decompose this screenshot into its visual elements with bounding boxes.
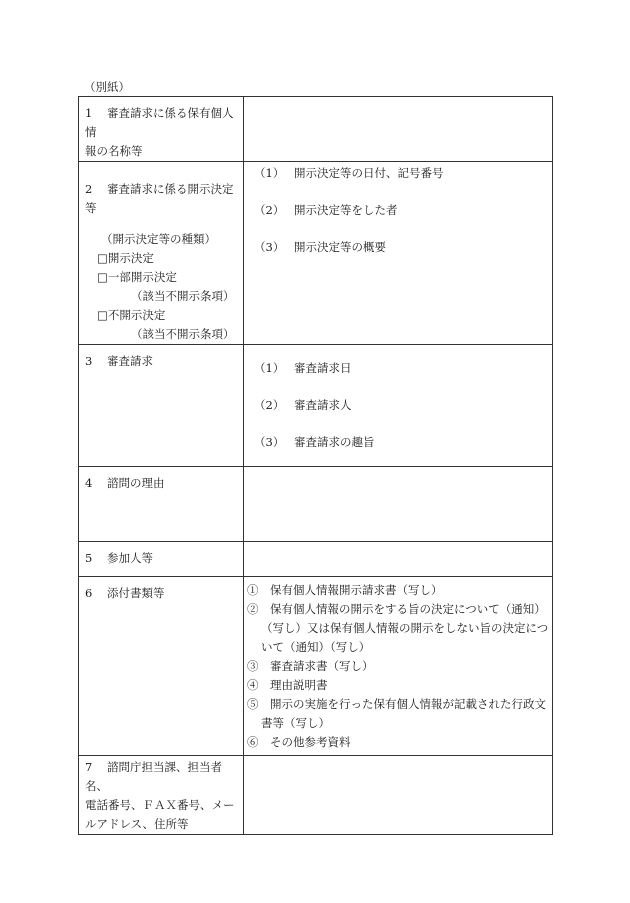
page-label: （別紙） [84,80,130,94]
row6-title: 添付書類等 [107,586,165,600]
option-partial-disclose: □一部開示決定 [97,270,177,284]
attachment-2-line2: （写し）又は保有個人情報の開示をしない旨の決定につ [261,621,549,635]
attachment-2-line3: いて（通知）（写し） [261,640,371,654]
row5-content-cell [244,542,553,577]
row2-content-cell [244,162,553,345]
list-item: （3） 審査請求の趣旨 [254,435,375,449]
row1-label-cell [79,97,244,162]
list-item: ③ 審査請求書（写し） [247,659,374,673]
row2-title: 審査請求に係る開示決定等 [85,182,234,215]
row7-content-cell [244,756,553,835]
attachment-list [244,577,552,752]
row6-content-cell [244,577,553,756]
row7-label-cell [79,756,244,835]
list-item: （3） 開示決定等の概要 [254,240,386,254]
list-item: （2） 審査請求人 [254,398,352,412]
list-item: ⑤ 開示の実施を行った保有個人情報が記載された行政文 [247,697,546,711]
row3-content-cell [244,345,553,467]
list-item: ② 保有個人情報の開示をする旨の決定について（通知） [247,602,546,616]
row1-title-line1: 審査請求に係る保有個人情 [85,106,234,139]
row5-title: 参加人等 [107,551,153,565]
row1-content-cell [244,97,553,162]
table-row [79,577,553,756]
table-row [79,756,553,835]
option-disclose: □開示決定 [97,251,154,265]
form-table [78,96,553,835]
list-item: （2） 開示決定等をした者 [254,203,398,217]
row4-label-cell [79,467,244,542]
table-row [79,542,553,577]
row4-title: 諮問の理由 [107,476,165,490]
option-nondisclose-clause: （該当不開示条項） [131,327,235,341]
row5-label-cell [79,542,244,577]
list-item: （1） 審査請求日 [254,361,352,375]
list-item: ⑥ その他参考資料 [247,735,351,749]
list-item: （1） 開示決定等の日付、記号番号 [254,166,444,180]
option-nondisclose: □不開示決定 [97,308,166,322]
row7-title-line3: ルアドレス、住所等 [85,817,189,831]
row-number: 4 [85,476,93,490]
kinds-label: （開示決定等の種類） [101,232,216,246]
row7-title-line1: 諮問庁担当課、担当者名、 [85,760,222,793]
row-number: 2 [85,182,93,196]
attachment-5-line2: 書等（写し） [261,716,330,730]
table-row [79,97,553,162]
row3-label-cell [79,345,244,467]
row7-title-line2: 電話番号、ＦＡＸ番号、メー [85,798,235,812]
list-item: ④ 理由説明書 [247,678,328,692]
row-number: 1 [85,106,93,120]
option-partial-clause: （該当不開示条項） [131,289,235,303]
row2-label-cell [79,162,244,345]
row-number: 3 [85,354,93,368]
row6-label-cell [79,577,244,756]
row3-title: 審査請求 [107,354,153,368]
row-number: 7 [85,760,93,774]
row4-content-cell [244,467,553,542]
row-number: 6 [85,586,93,600]
row-number: 5 [85,551,93,565]
table-row [79,467,553,542]
table-row [79,345,553,467]
list-item: ① 保有個人情報開示請求書（写し） [247,583,443,597]
row1-title-line2: 報の名称等 [85,144,143,158]
table-row [79,162,553,345]
